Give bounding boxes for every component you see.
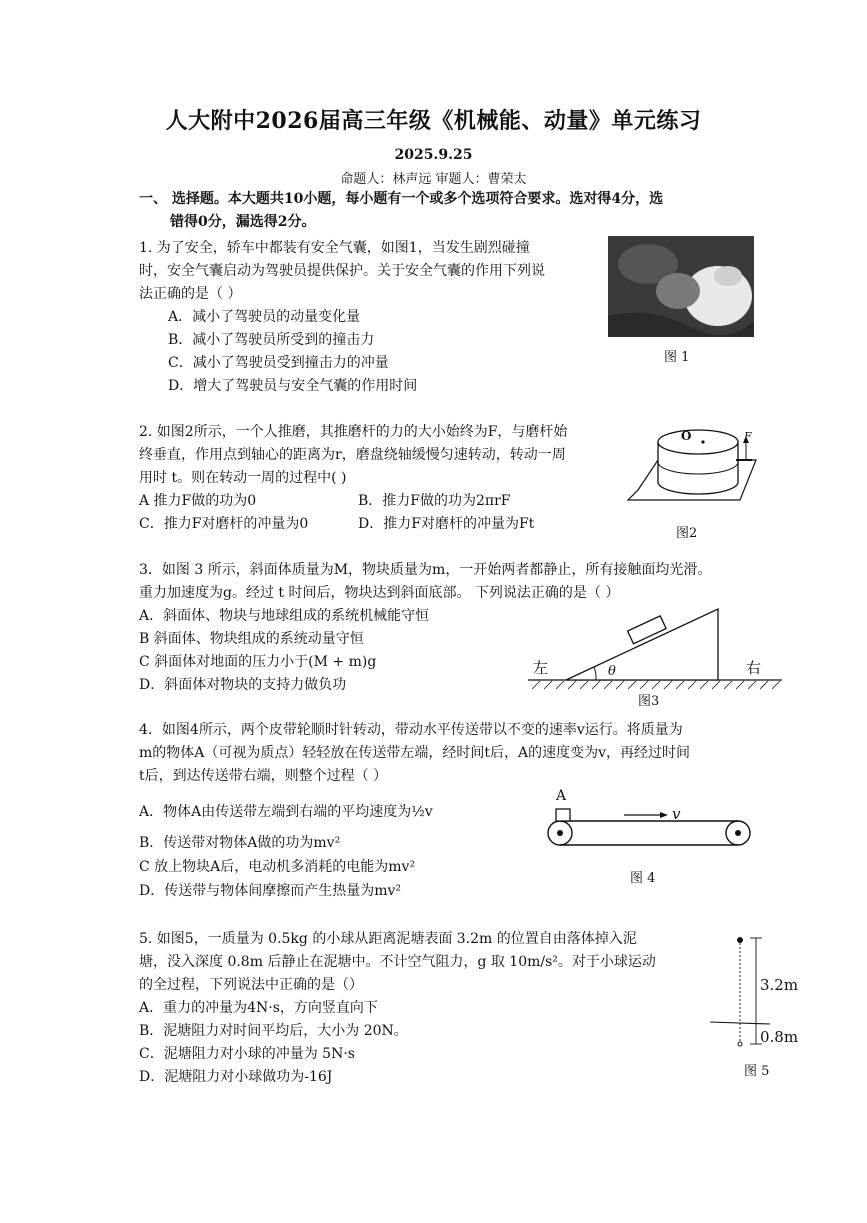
- figure-3-label-right: 右: [746, 659, 762, 677]
- q1-stem-line3: 法正确的是（ ）: [139, 286, 242, 302]
- figure-2-millstone-diagram: [628, 420, 758, 510]
- figure-1-caption: 图 1: [664, 350, 690, 365]
- q3-option-a: A．斜面体、物块与地球组成的系统机械能守恒: [139, 608, 430, 624]
- section-instructions-line2: 错得0分，漏选得2分。: [170, 214, 316, 230]
- figure-3-incline-diagram: [528, 605, 782, 690]
- q4-stem-line2: m的物体A（可视为质点）轻轻放在传送带左端，经时间t后，A的速度变为v，再经过时间: [139, 745, 691, 761]
- section-instructions-line1: 一、 选择题。本大题共10小题，每小题有一个或多个选项符合要求。选对得4分，选: [139, 191, 664, 207]
- figure-2-label-o: O: [681, 429, 692, 443]
- q1-stem-line1: 1. 为了安全，轿车中都装有安全气囊，如图1，当发生剧烈碰撞: [139, 240, 530, 256]
- figure-4-conveyor-diagram: [546, 800, 752, 850]
- figure-2-caption: 图2: [676, 526, 698, 541]
- figure-3-label-left: 左: [533, 659, 549, 677]
- q1-option-d: D．增大了驾驶员与安全气囊的作用时间: [168, 378, 418, 394]
- q2-stem-line3: 用时 t。则在转动一周的过程中( ): [139, 470, 347, 486]
- q4-option-b: B．传送带对物体A做的功为mv²: [139, 835, 341, 851]
- figure-4-caption: 图 4: [630, 871, 656, 886]
- q2-option-b: B．推力F做的功为2πrF: [358, 493, 511, 509]
- figure-5-label-depth: 0.8m: [760, 1028, 799, 1046]
- q1-option-c: C．减小了驾驶员受到撞击力的冲量: [168, 355, 389, 371]
- q5-stem-line3: 的全过程，下列说法中正确的是（）: [139, 977, 363, 993]
- q5-stem-line2: 塘，没入深度 0.8m 后静止在泥塘中。不计空气阻力，g 取 10m/s²。对于小球运动: [139, 954, 656, 970]
- q4-option-a: A．物体A由传送带左端到右端的平均速度为½v: [139, 804, 433, 820]
- q2-stem-line2: 终垂直，作用点到轴心的距离为r，磨盘绕轴缓慢匀速转动，转动一周: [139, 447, 566, 463]
- q2-option-c: C．推力F对磨杆的冲量为0: [139, 516, 309, 532]
- figure-3-caption: 图3: [638, 694, 660, 709]
- q5-stem-line1: 5. 如图5，一质量为 0.5kg 的小球从距离泥塘表面 3.2m 的位置自由落体掉入泥: [139, 931, 637, 947]
- figure-4-label-v: v: [672, 805, 681, 823]
- q4-option-c: C 放上物块A后，电动机多消耗的电能为mv²: [139, 859, 416, 875]
- q4-stem-line3: t后，到达传送带右端，则整个过程（ ）: [139, 768, 388, 784]
- figure-1-airbag-photo: [608, 236, 754, 337]
- figure-5-caption: 图 5: [744, 1064, 770, 1079]
- figure-4-label-a: A: [556, 788, 567, 804]
- exam-date: 2025.9.25: [394, 147, 473, 163]
- authors-line: 命题人：林声远 审题人：曹荣太: [340, 172, 527, 187]
- q3-option-c: C 斜面体对地面的压力小于(M + m)g: [139, 654, 377, 670]
- figure-3-label-theta: θ: [608, 664, 616, 679]
- q2-option-a: A 推力F做的功为0: [139, 493, 257, 509]
- q1-option-a: A．减小了驾驶员的动量变化量: [168, 309, 361, 325]
- figure-5-label-height: 3.2m: [760, 976, 799, 994]
- q3-option-d: D．斜面体对物块的支持力做负功: [139, 677, 347, 693]
- q1-stem-line2: 时，安全气囊启动为驾驶员提供保护。关于安全气囊的作用下列说: [139, 263, 545, 279]
- q3-stem-line1: 3．如图 3 所示，斜面体质量为M，物块质量为m，一开始两者都静止，所有接触面均光滑。: [139, 562, 712, 578]
- q4-stem-line1: 4．如图4所示，两个皮带轮顺时针转动，带动水平传送带以不变的速率v运行。将质量为: [139, 722, 683, 738]
- q2-stem-line1: 2. 如图2所示，一个人推磨，其推磨杆的力的大小始终为F，与磨杆始: [139, 424, 568, 440]
- q5-option-a: A．重力的冲量为4N·s，方向竖直向下: [139, 1000, 378, 1016]
- q5-option-b: B．泥塘阻力对时间平均后，大小为 20N。: [139, 1023, 408, 1039]
- page-title: 人大附中2026届高三年级《机械能、动量》单元练习: [165, 108, 702, 134]
- q1-option-b: B．减小了驾驶员所受到的撞击力: [168, 332, 375, 348]
- object-a-block: [556, 809, 570, 821]
- figure-2-label-f: F: [744, 430, 752, 443]
- ground-hatching: [532, 681, 780, 689]
- q3-stem-line2: 重力加速度为g。经过 t 时间后，物块达到斜面底部。 下列说法正确的是（ ）: [139, 585, 620, 601]
- q3-option-b: B 斜面体、物块组成的系统动量守恒: [139, 631, 364, 647]
- q4-option-d: D．传送带与物体间摩擦而产生热量为mv²: [139, 883, 402, 899]
- q5-option-d: D．泥塘阻力对小球做功为-16J: [139, 1069, 333, 1085]
- q2-option-d: D．推力F对磨杆的冲量为Ft: [358, 516, 535, 532]
- q5-option-c: C．泥塘阻力对小球的冲量为 5N·s: [139, 1046, 355, 1062]
